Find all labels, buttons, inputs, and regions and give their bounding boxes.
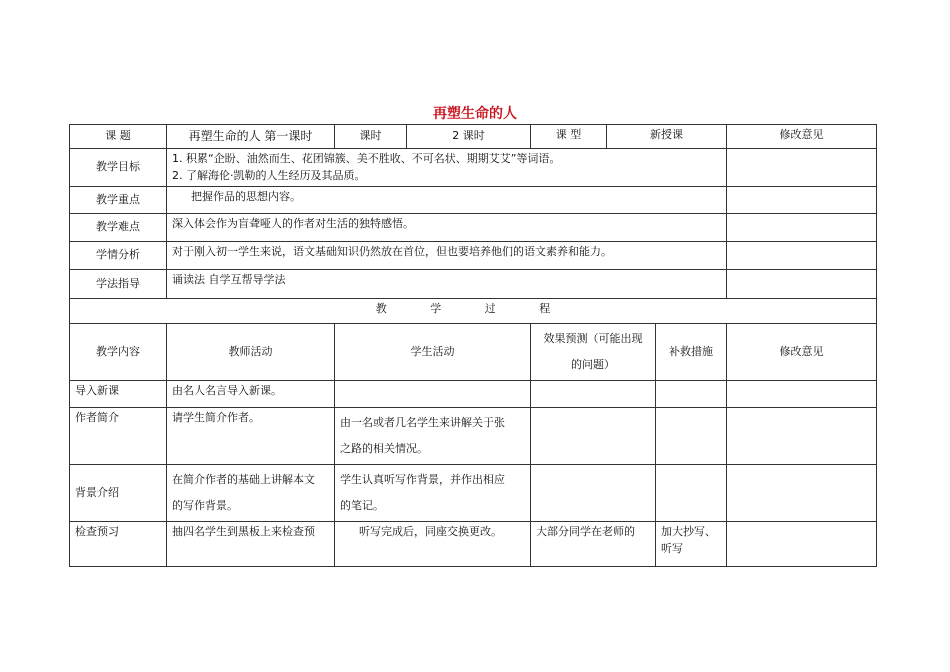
effect-cell xyxy=(531,381,656,408)
info-value: 深入体会作为盲聋哑人的作者对生活的独特感悟。 xyxy=(167,214,727,242)
student-header: 学生活动 xyxy=(335,324,531,381)
process-row xyxy=(70,381,877,408)
document-title: 再塑生命的人 xyxy=(433,106,517,122)
process-row xyxy=(70,465,877,522)
revise-cell xyxy=(727,149,877,187)
teacher-activity: 由名人名言导入新课。 xyxy=(167,381,335,408)
teacher-activity: 请学生简介作者。 xyxy=(167,408,335,465)
remedy-cell xyxy=(656,465,727,522)
student-activity-line: 的笔记。 xyxy=(340,499,384,512)
period-value: 2 课时 xyxy=(407,125,531,149)
student-activity: 听写完成后，同座交换更改。 xyxy=(335,522,531,567)
teacher-activity-line: 在简介作者的基础上讲解本文 xyxy=(172,473,315,486)
effect-header-line: 效果预测（可能出现 xyxy=(543,332,643,345)
header-row xyxy=(70,125,877,149)
effect-cell: 大部分同学在老师的 xyxy=(531,522,656,567)
goal-line: 1. 积累“企盼、油然而生、花团锦簇、美不胜收、不可名状、期期艾艾”等词语。 xyxy=(172,152,561,165)
revise-cell xyxy=(727,381,877,408)
goal-line: 2. 了解海伦·凯勒的人生经历及其品质。 xyxy=(172,168,366,182)
process-content: 背景介绍 xyxy=(70,465,167,522)
teacher-activity xyxy=(167,465,335,522)
student-activity-line: 由一名或者几名学生来讲解关于张 xyxy=(340,416,505,429)
process-row xyxy=(70,408,877,465)
effect-cell xyxy=(531,408,656,465)
revise-header: 修改意见 xyxy=(727,324,877,381)
student-activity xyxy=(335,465,531,522)
type-label: 课 型 xyxy=(531,125,607,149)
info-label: 教学难点 xyxy=(70,214,167,242)
info-value: 对于刚入初一学生来说，语文基础知识仍然放在首位，但也要培养他们的语文素养和能力。 xyxy=(167,242,727,270)
student-activity-line: 之路的相关情况。 xyxy=(340,442,428,455)
student-activity xyxy=(335,381,531,408)
process-title-row xyxy=(70,299,877,324)
type-value: 新授课 xyxy=(607,125,727,149)
remedy-cell xyxy=(656,408,727,465)
process-row xyxy=(70,522,877,567)
revise-cell xyxy=(727,522,877,567)
process-content: 检查预习 xyxy=(70,522,167,567)
process-header-row xyxy=(70,324,877,381)
lesson-plan-table xyxy=(69,124,877,567)
remedy-header: 补救措施 xyxy=(656,324,727,381)
revise-cell xyxy=(727,465,877,522)
revise-cell xyxy=(727,214,877,242)
content-header: 教学内容 xyxy=(70,324,167,381)
revise-cell xyxy=(727,270,877,299)
effect-cell xyxy=(531,465,656,522)
info-row xyxy=(70,149,877,187)
remedy-cell: 加大抄写、听写 xyxy=(656,522,727,567)
period-label: 课时 xyxy=(335,125,407,149)
teacher-activity: 抽四名学生到黑板上来检查预 xyxy=(167,522,335,567)
process-content: 作者简介 xyxy=(70,408,167,465)
info-value: 把握作品的思想内容。 xyxy=(167,187,727,214)
revise-cell xyxy=(727,408,877,465)
effect-header xyxy=(531,324,656,381)
info-row xyxy=(70,270,877,299)
info-label: 教学目标 xyxy=(70,149,167,187)
info-label: 学法指导 xyxy=(70,270,167,299)
info-label: 学情分析 xyxy=(70,242,167,270)
info-value: 诵读法 自学互帮导学法 xyxy=(167,270,727,299)
info-row xyxy=(70,187,877,214)
teacher-header: 教师活动 xyxy=(167,324,335,381)
revise-label: 修改意见 xyxy=(727,125,877,149)
teacher-activity-line: 的写作背景。 xyxy=(172,499,238,512)
process-content: 导入新课 xyxy=(70,381,167,408)
info-value xyxy=(167,149,727,187)
revise-cell xyxy=(727,242,877,270)
info-row xyxy=(70,214,877,242)
student-activity-line: 学生认真听写作背景，并作出相应 xyxy=(340,473,505,486)
student-activity xyxy=(335,408,531,465)
info-row xyxy=(70,242,877,270)
subject-label: 课 题 xyxy=(70,125,167,149)
process-title: 教 学 过 程 xyxy=(70,299,877,324)
revise-cell xyxy=(727,187,877,214)
remedy-cell xyxy=(656,381,727,408)
subject-value: 再塑生命的人 第一课时 xyxy=(167,125,335,149)
info-label: 教学重点 xyxy=(70,187,167,214)
effect-header-line: 的问题） xyxy=(571,358,615,371)
